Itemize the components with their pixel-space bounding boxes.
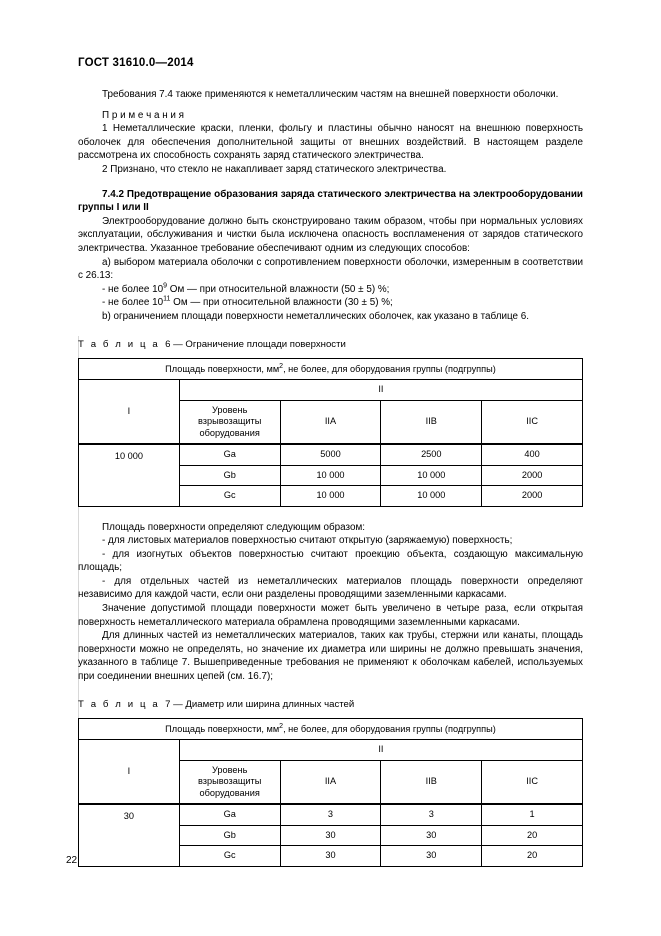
item-a-dash-1-pre: - не более 10 (102, 283, 164, 295)
table7-level-gb: Gb (179, 825, 280, 846)
table7-subgroup-iic: IIC (482, 760, 583, 804)
table7-title-post: , не более, для оборудования группы (подгруппы) (283, 723, 496, 734)
table7-title-pre: Площадь поверхности, мм (165, 723, 280, 734)
table6-title-cell (79, 358, 583, 380)
item-a-dash-2-exponent: 11 (163, 296, 171, 304)
paragraph-area-increase: Значение допустимой площади поверхности может быть увеличено в четыре раза, если открытая поверхность неметаллического материала обрамлена проводящими заземленными каркасами. (78, 603, 583, 628)
table7-caption-title: Диаметр или ширина длинных частей (185, 698, 355, 710)
table7-group2-header: II (179, 740, 582, 761)
table7-group1-header: I (79, 740, 180, 805)
table7-gc-iib: 30 (381, 846, 482, 867)
table6-gb-iic: 2000 (482, 465, 583, 486)
table7-ga-iib: 3 (381, 804, 482, 825)
table7-ga-iic: 1 (482, 804, 583, 825)
table7-subgroup-iia: IIA (280, 760, 381, 804)
item-a-dash-2 (78, 296, 583, 310)
table7-caption-number: 7 (165, 698, 171, 710)
section-heading-7-4-2: 7.4.2 Предотвращение образования заряда статического электричества на электрооборудовании группы I или II (78, 188, 583, 214)
table6-level-ga: Ga (179, 444, 280, 465)
table7-title-cell (79, 718, 583, 740)
table7-level-ga: Ga (179, 804, 280, 825)
table6-caption-number: 6 (165, 338, 171, 350)
table6-title-sup: 2 (279, 362, 284, 370)
table7-gb-iib: 30 (381, 825, 482, 846)
table7-gb-iic: 20 (482, 825, 583, 846)
table6-ga-iic: 400 (482, 444, 583, 465)
table6-gc-iib: 10 000 (381, 486, 482, 507)
table7-caption (78, 698, 583, 711)
table7-gc-iia: 30 (280, 846, 381, 867)
table6-gb-iia: 10 000 (280, 465, 381, 486)
table6-title-row (79, 358, 583, 380)
table6-subgroup-iic: IIC (482, 400, 583, 444)
table-row (79, 804, 583, 825)
table6-subgroup-iib: IIB (381, 400, 482, 444)
table6-gc-iic: 2000 (482, 486, 583, 507)
table6-group-row (79, 380, 583, 401)
table6-ga-iib: 2500 (381, 444, 482, 465)
paragraph-area-method: Площадь поверхности определяют следующим образом: (102, 521, 365, 533)
table7-group1-value: 30 (79, 804, 180, 866)
table6-level-gb: Gb (179, 465, 280, 486)
item-a-dash-1-exponent: 9 (163, 282, 168, 290)
table6-gc-iia: 10 000 (280, 486, 381, 507)
table6-title-pre: Площадь поверхности, мм (165, 363, 280, 374)
paragraph-long-parts: Для длинных частей из неметаллических материалов, таких как трубы, стержни или канаты, площадь поверхности можно не определять, но значение их диаметра или ширины не должно превышать значения, указанного в таблице 7. Вышеприведенные требования не применяют к оболочкам кабелей, используемых при соединении внешних цепей (см. 16.7); (78, 630, 583, 683)
table7-ga-iia: 3 (280, 804, 381, 825)
table-7 (78, 718, 583, 867)
table7-gc-iic: 20 (482, 846, 583, 867)
table6-caption (78, 338, 583, 351)
table7-gb-iia: 30 (280, 825, 381, 846)
table6-group1-value: 10 000 (79, 444, 180, 506)
table7-group-row (79, 740, 583, 761)
table6-caption-label: Т а б л и ц а (78, 338, 160, 350)
page-content (78, 88, 583, 867)
table6-level-label: Уровень взрывозащиты оборудования (179, 400, 280, 444)
table6-caption-dash: — (173, 338, 183, 350)
standard-header: ГОСТ 31610.0—2014 (78, 57, 194, 69)
item-b: b) ограничением площади поверхности неметаллических оболочек, как указано в таблице 6. (102, 310, 530, 322)
notes-heading: П р и м е ч а н и я (102, 109, 185, 121)
page-number: 22 (66, 855, 78, 866)
note-1: 1 Неметаллические краски, пленки, фольгу и пластины обычно наносят на внешнюю поверхность оболочек для обеспечения дополнительной защиты от внешних воздействий. В настоящем разделе рассмотрена их способность сохранять заряд статического электричества. (78, 123, 583, 162)
dash-sheet-materials: - для листовых материалов поверхностью считают открытую (заряжаемую) поверхность; (102, 535, 513, 547)
item-a: а) выбором материала оболочки с сопротивлением поверхности оболочки, измеренным в соответствии с 26.13: (78, 256, 583, 282)
table7-caption-label: Т а б л и ц а (78, 698, 160, 710)
table7-level-label: Уровень взрывозащиты оборудования (179, 760, 280, 804)
table6-group1-header: I (79, 380, 180, 445)
paragraph-equipment-design: Электрооборудование должно быть сконструировано таким образом, чтобы при нормальных условиях эксплуатации, обслуживания и чистки была исключена опасность воспламенения от зарядов статического электричества. Указанное требование обеспечивают одним из следующих способов: (78, 215, 583, 254)
table-row (79, 444, 583, 465)
table6-level-gc: Gc (179, 486, 280, 507)
item-a-dash-2-pre: - не более 10 (102, 297, 164, 309)
dash-curved-objects: - для изогнутых объектов поверхностью считают проекцию объекта, создающую максимальную площадь; (78, 548, 583, 574)
dash-separate-parts: - для отдельных частей из неметаллических материалов площадь поверхности определяют независимо для каждой части, если они разделены проводящими заземленными каркасами. (78, 575, 583, 601)
table-6 (78, 358, 583, 507)
note-2: 2 Признано, что стекло не накапливает заряд статического электричества. (102, 163, 447, 175)
table6-ga-iia: 5000 (280, 444, 381, 465)
table7-level-gc: Gc (179, 846, 280, 867)
item-a-dash-1-post: Ом — при относительной влажности (50 ± 5) %; (167, 283, 390, 295)
table6-caption-title: Ограничение площади поверхности (185, 338, 346, 350)
table6-group2-header: II (179, 380, 582, 401)
table6-title-post: , не более, для оборудования группы (подгруппы) (283, 363, 496, 374)
item-a-dash-1 (78, 283, 583, 297)
table7-subgroup-iib: IIB (381, 760, 482, 804)
table7-title-sup: 2 (279, 722, 284, 730)
table6-subgroup-iia: IIA (280, 400, 381, 444)
table7-title-row (79, 718, 583, 740)
table7-caption-dash: — (173, 698, 183, 710)
intro-paragraph: Требования 7.4 также применяются к неметаллическим частям на внешней поверхности оболочки. (102, 89, 559, 100)
item-a-dash-2-post: Ом — при относительной влажности (30 ± 5) %; (170, 297, 393, 309)
table6-gb-iib: 10 000 (381, 465, 482, 486)
